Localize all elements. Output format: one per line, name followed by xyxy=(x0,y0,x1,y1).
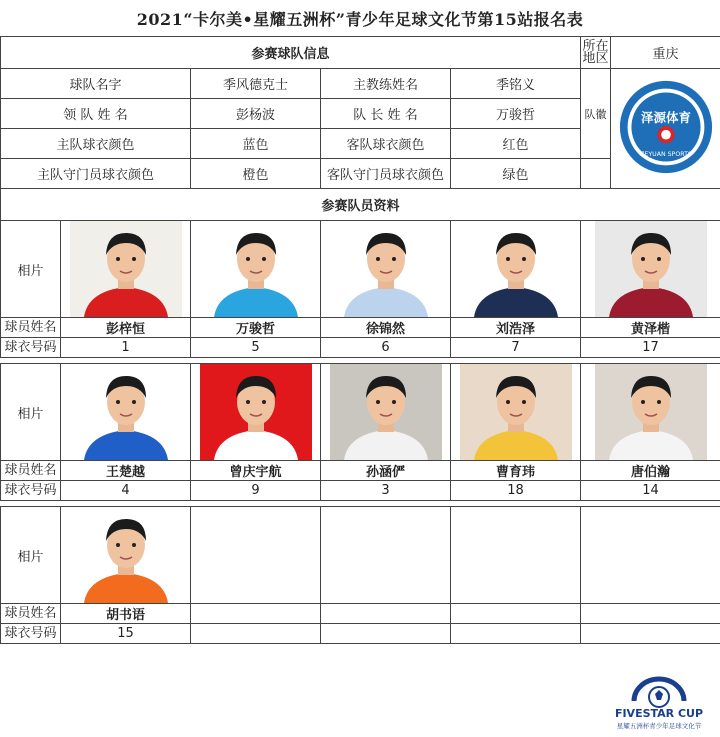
badge-label: 队徽 xyxy=(581,69,611,159)
player-number: 18 xyxy=(451,481,581,501)
name-row-label: 球员姓名 xyxy=(1,318,61,338)
team-info-section-label: 参赛球队信息 xyxy=(1,37,581,69)
number-row-label: 球衣号码 xyxy=(1,338,61,358)
captain-value: 万骏哲 xyxy=(451,99,581,129)
captain-label: 队 长 姓 名 xyxy=(321,99,451,129)
player-name: 黄泽楷 xyxy=(581,318,720,338)
player-name: 胡书语 xyxy=(61,604,191,624)
player-name: 万骏哲 xyxy=(191,318,321,338)
form-title: 2021“卡尔美•星耀五洲杯”青少年足球文化节第15站报名表 xyxy=(136,9,584,29)
player-photo-cell xyxy=(61,221,191,318)
photo-row xyxy=(1,364,720,461)
photo-row-label: 相片 xyxy=(1,364,61,461)
player-name: 徐锦然 xyxy=(321,318,451,338)
badge-blank-cell xyxy=(581,159,611,189)
player-photo-cell xyxy=(321,221,451,318)
player-number: 1 xyxy=(61,338,191,358)
player-photo-cell xyxy=(191,221,321,318)
coach-value: 季铭义 xyxy=(451,69,581,99)
player-name: 曾庆宇航 xyxy=(191,461,321,481)
player-photo-cell xyxy=(581,364,720,461)
team-name-value: 季风德克士 xyxy=(191,69,321,99)
photo-row xyxy=(1,221,720,318)
number-row-label: 球衣号码 xyxy=(1,624,61,644)
registration-table xyxy=(0,36,720,644)
leader-value: 彭杨波 xyxy=(191,99,321,129)
fivestar-cup-logo xyxy=(604,675,714,731)
region-label: 所在地区 xyxy=(581,37,611,69)
svg-text:泽源体育: 泽源体育 xyxy=(640,109,691,125)
player-photo xyxy=(200,364,312,460)
player-number: 5 xyxy=(191,338,321,358)
player-photo-cell xyxy=(61,507,191,604)
svg-text:星耀五洲杯青少年足球文化节: 星耀五洲杯青少年足球文化节 xyxy=(616,722,702,730)
player-photo xyxy=(330,364,442,460)
player-photo-cell xyxy=(321,364,451,461)
leader-label: 领 队 姓 名 xyxy=(1,99,191,129)
player-name: 孙涵俨 xyxy=(321,461,451,481)
player-photo-cell xyxy=(61,364,191,461)
player-photo xyxy=(460,364,572,460)
player-number: 9 xyxy=(191,481,321,501)
player-photo xyxy=(595,221,707,317)
svg-text:ZEYUAN SPORTS: ZEYUAN SPORTS xyxy=(639,150,692,158)
team-name-label: 球队名字 xyxy=(1,69,191,99)
player-number: 14 xyxy=(581,481,720,501)
player-number: 3 xyxy=(321,481,451,501)
player-photo-cell xyxy=(581,221,720,318)
coach-label: 主教练姓名 xyxy=(321,69,451,99)
player-name: 彭梓恒 xyxy=(61,318,191,338)
number-row-label: 球衣号码 xyxy=(1,481,61,501)
player-name: 曹育玮 xyxy=(451,461,581,481)
player-photo-cell xyxy=(191,364,321,461)
player-name: 王楚越 xyxy=(61,461,191,481)
name-row-label: 球员姓名 xyxy=(1,461,61,481)
player-name: 唐伯瀚 xyxy=(581,461,720,481)
away-kit-value: 红色 xyxy=(451,129,581,159)
away-gk-value: 绿色 xyxy=(451,159,581,189)
players-section-label: 参赛队员资料 xyxy=(1,189,720,221)
player-photo xyxy=(460,221,572,317)
player-number: 15 xyxy=(61,624,191,644)
home-gk-label: 主队守门员球衣颜色 xyxy=(1,159,191,189)
photo-row-label: 相片 xyxy=(1,507,61,604)
player-photo xyxy=(595,364,707,460)
home-gk-value: 橙色 xyxy=(191,159,321,189)
player-number: 4 xyxy=(61,481,191,501)
player-number: 17 xyxy=(581,338,720,358)
away-kit-label: 客队球衣颜色 xyxy=(321,129,451,159)
player-photo xyxy=(70,364,182,460)
home-kit-value: 蓝色 xyxy=(191,129,321,159)
player-photo xyxy=(70,507,182,603)
svg-text:FIVESTAR CUP: FIVESTAR CUP xyxy=(614,707,704,720)
player-photo xyxy=(330,221,442,317)
player-photo-cell xyxy=(451,364,581,461)
region-value: 重庆 xyxy=(611,37,720,69)
player-name: 刘浩泽 xyxy=(451,318,581,338)
player-photo xyxy=(200,221,312,317)
team-badge-logo xyxy=(618,79,714,175)
player-number: 7 xyxy=(451,338,581,358)
away-gk-label: 客队守门员球衣颜色 xyxy=(321,159,451,189)
player-photo xyxy=(70,221,182,317)
name-row-label: 球员姓名 xyxy=(1,604,61,624)
player-number: 6 xyxy=(321,338,451,358)
photo-row xyxy=(1,507,720,604)
team-badge-cell xyxy=(611,69,720,189)
home-kit-label: 主队球衣颜色 xyxy=(1,129,191,159)
photo-row-label: 相片 xyxy=(1,221,61,318)
player-photo-cell xyxy=(451,221,581,318)
